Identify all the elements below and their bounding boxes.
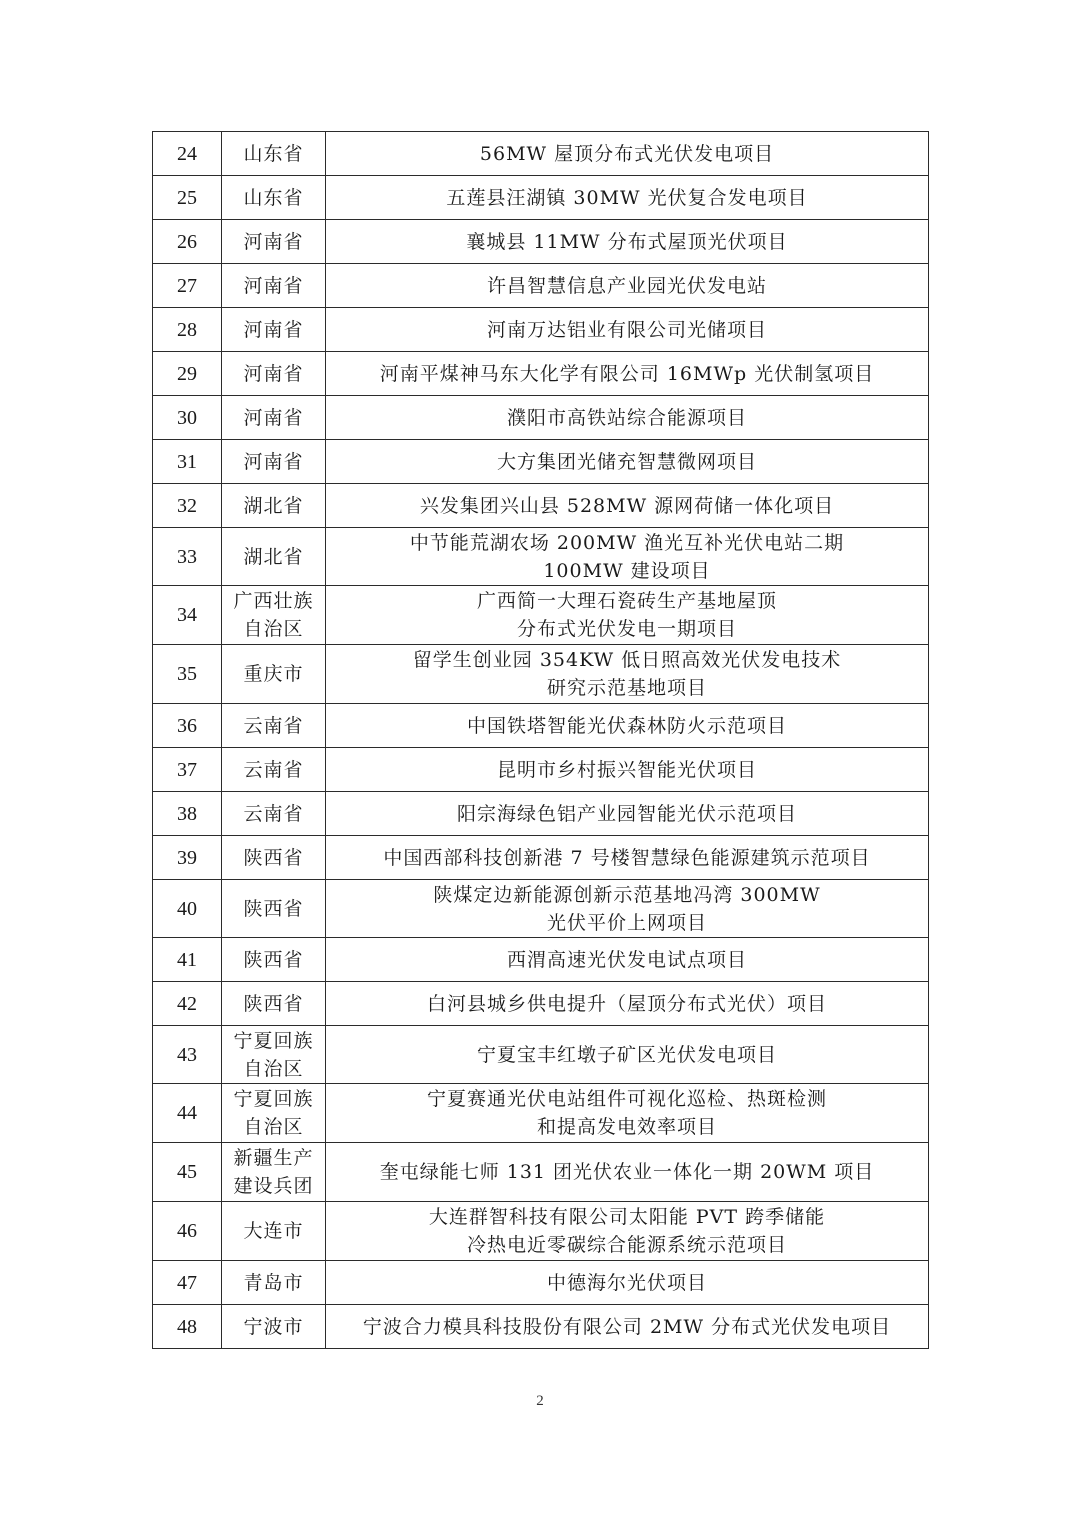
table-row <box>153 396 929 440</box>
province-cell <box>222 645 326 704</box>
row-number-cell: 42 <box>153 982 222 1026</box>
province-cell <box>222 1084 326 1143</box>
province-text: 新疆生产 <box>233 1147 314 1169</box>
province-text: 建设兵团 <box>233 1175 314 1197</box>
project-name-cell <box>326 1143 929 1202</box>
project-name-text: 襄城县 11MW 分布式屋顶光伏项目 <box>466 230 788 253</box>
project-name-text: 宁夏赛通光伏电站组件可视化巡检、热斑检测 <box>426 1088 827 1110</box>
row-number-cell: 27 <box>153 264 222 308</box>
project-name-text: 100MW 建设项目 <box>543 559 711 582</box>
page-number: 2 <box>536 1393 544 1409</box>
table-row <box>153 1305 929 1349</box>
project-name-cell <box>326 645 929 704</box>
table-row <box>153 352 929 396</box>
table-row <box>153 1084 929 1143</box>
project-name-text: 中节能荒湖农场 200MW 渔光互补光伏电站二期 <box>409 531 845 554</box>
province-cell <box>222 528 326 586</box>
province-text: 陕西省 <box>243 948 304 971</box>
project-name-text: 中国西部科技创新港 7 号楼智慧绿色能源建筑示范项目 <box>383 846 871 869</box>
project-name-cell <box>326 308 929 352</box>
row-number-cell: 35 <box>153 645 222 704</box>
project-name-cell <box>326 440 929 484</box>
province-text: 河南省 <box>243 230 304 253</box>
project-name-text: 中国铁塔智能光伏森林防火示范项目 <box>466 714 787 737</box>
project-name-cell <box>326 1026 929 1084</box>
table-row <box>153 1261 929 1305</box>
row-number-cell: 44 <box>153 1084 222 1143</box>
table-row <box>153 176 929 220</box>
table-row <box>153 645 929 704</box>
province-text: 陕西省 <box>243 897 304 920</box>
province-text: 广西壮族 <box>233 590 314 612</box>
province-cell <box>222 938 326 982</box>
row-number-cell: 26 <box>153 220 222 264</box>
province-cell <box>222 264 326 308</box>
project-name-text: 昆明市乡村振兴智能光伏项目 <box>496 758 757 781</box>
table-row <box>153 1202 929 1261</box>
project-name-text: 大连群智科技有限公司太阳能 PVT 跨季储能 <box>428 1206 826 1228</box>
project-name-cell <box>326 396 929 440</box>
project-name-text: 许昌智慧信息产业园光伏发电站 <box>486 274 767 297</box>
table-row <box>153 528 929 586</box>
province-text: 云南省 <box>243 758 304 781</box>
project-name-cell <box>326 352 929 396</box>
province-text: 大连市 <box>243 1220 304 1242</box>
project-name-text: 留学生创业园 354KW 低日照高效光伏发电技术 <box>412 649 842 671</box>
project-name-cell <box>326 1084 929 1143</box>
table-row <box>153 982 929 1026</box>
row-number-cell: 39 <box>153 836 222 880</box>
table-row <box>153 704 929 748</box>
province-cell <box>222 982 326 1026</box>
project-name-cell <box>326 748 929 792</box>
province-text: 湖北省 <box>243 545 304 568</box>
table-row <box>153 308 929 352</box>
province-text: 重庆市 <box>243 663 304 685</box>
project-table <box>152 131 929 1349</box>
province-cell <box>222 836 326 880</box>
province-cell <box>222 1261 326 1305</box>
table-row <box>153 880 929 938</box>
project-name-cell <box>326 1261 929 1305</box>
province-text: 山东省 <box>243 186 304 209</box>
province-text: 云南省 <box>243 802 304 825</box>
row-number-cell: 47 <box>153 1261 222 1305</box>
table-row <box>153 440 929 484</box>
row-number-cell: 36 <box>153 704 222 748</box>
province-cell <box>222 586 326 645</box>
province-cell <box>222 220 326 264</box>
project-name-text: 宁波合力模具科技股份有限公司 2MW 分布式光伏发电项目 <box>362 1315 892 1338</box>
project-name-cell <box>326 484 929 528</box>
table-row <box>153 1143 929 1202</box>
project-name-cell <box>326 880 929 938</box>
project-name-text: 濮阳市高铁站综合能源项目 <box>506 406 747 429</box>
project-name-cell <box>326 1305 929 1349</box>
project-name-cell <box>326 982 929 1026</box>
project-name-text: 奎屯绿能七师 131 团光伏农业一体化一期 20WM 项目 <box>379 1161 875 1183</box>
province-cell <box>222 880 326 938</box>
project-name-cell <box>326 938 929 982</box>
province-cell <box>222 792 326 836</box>
province-text: 山东省 <box>243 142 304 165</box>
row-number-cell: 37 <box>153 748 222 792</box>
row-number-cell: 25 <box>153 176 222 220</box>
project-name-cell <box>326 220 929 264</box>
project-name-text: 和提高发电效率项目 <box>536 1116 717 1138</box>
project-name-text: 大方集团光储充智慧微网项目 <box>496 450 757 473</box>
project-name-text: 56MW 屋顶分布式光伏发电项目 <box>479 142 775 165</box>
project-name-text: 五莲县汪湖镇 30MW 光伏复合发电项目 <box>446 186 808 209</box>
province-text: 自治区 <box>243 618 304 640</box>
province-text: 河南省 <box>243 318 304 341</box>
province-text: 湖北省 <box>243 494 304 517</box>
project-name-text: 河南万达铝业有限公司光储项目 <box>486 318 767 341</box>
province-text: 云南省 <box>243 714 304 737</box>
table-row <box>153 748 929 792</box>
project-name-text: 白河县城乡供电提升（屋顶分布式光伏）项目 <box>426 992 827 1015</box>
province-text: 宁夏回族 <box>233 1088 314 1110</box>
row-number-cell: 24 <box>153 132 222 176</box>
project-name-cell <box>326 704 929 748</box>
project-name-text: 兴发集团兴山县 528MW 源网荷储一体化项目 <box>419 494 835 517</box>
province-cell <box>222 748 326 792</box>
project-name-cell <box>326 528 929 586</box>
province-cell <box>222 484 326 528</box>
province-cell <box>222 308 326 352</box>
province-text: 河南省 <box>243 406 304 429</box>
row-number-cell: 28 <box>153 308 222 352</box>
project-name-text: 陕煤定边新能源创新示范基地冯湾 300MW <box>433 883 821 906</box>
province-cell <box>222 176 326 220</box>
table-row <box>153 220 929 264</box>
project-name-text: 分布式光伏发电一期项目 <box>516 618 737 640</box>
province-text: 青岛市 <box>243 1271 304 1294</box>
table-row <box>153 792 929 836</box>
table-row <box>153 132 929 176</box>
province-cell <box>222 132 326 176</box>
province-cell <box>222 1143 326 1202</box>
province-cell <box>222 440 326 484</box>
project-name-text: 中德海尔光伏项目 <box>546 1271 707 1294</box>
project-name-cell <box>326 836 929 880</box>
row-number-cell: 33 <box>153 528 222 586</box>
project-name-text: 广西简一大理石瓷砖生产基地屋顶 <box>476 590 777 612</box>
project-name-text: 河南平煤神马东大化学有限公司 16MWp 光伏制氢项目 <box>379 362 875 385</box>
table-row <box>153 938 929 982</box>
table-row <box>153 264 929 308</box>
table-row <box>153 836 929 880</box>
project-name-cell <box>326 132 929 176</box>
row-number-cell: 31 <box>153 440 222 484</box>
project-name-text: 阳宗海绿色铝产业园智能光伏示范项目 <box>456 802 797 825</box>
project-table-body <box>153 132 929 1349</box>
project-name-cell <box>326 1202 929 1261</box>
province-text: 自治区 <box>243 1116 304 1138</box>
province-text: 河南省 <box>243 450 304 473</box>
province-cell <box>222 352 326 396</box>
province-cell <box>222 704 326 748</box>
row-number-cell: 38 <box>153 792 222 836</box>
row-number-cell: 46 <box>153 1202 222 1261</box>
project-name-text: 宁夏宝丰红墩子矿区光伏发电项目 <box>476 1043 777 1066</box>
row-number-cell: 48 <box>153 1305 222 1349</box>
row-number-cell: 30 <box>153 396 222 440</box>
province-text: 宁波市 <box>243 1315 304 1338</box>
province-text: 宁夏回族 <box>233 1029 314 1052</box>
row-number-cell: 40 <box>153 880 222 938</box>
project-name-text: 西渭高速光伏发电试点项目 <box>506 948 747 971</box>
project-name-cell <box>326 792 929 836</box>
province-text: 河南省 <box>243 274 304 297</box>
row-number-cell: 32 <box>153 484 222 528</box>
province-text: 陕西省 <box>243 992 304 1015</box>
province-cell <box>222 1202 326 1261</box>
table-row <box>153 484 929 528</box>
row-number-cell: 45 <box>153 1143 222 1202</box>
row-number-cell: 29 <box>153 352 222 396</box>
project-name-text: 冷热电近零碳综合能源系统示范项目 <box>466 1234 787 1256</box>
project-name-cell <box>326 586 929 645</box>
province-text: 自治区 <box>243 1057 304 1080</box>
project-name-cell <box>326 264 929 308</box>
province-cell <box>222 396 326 440</box>
row-number-cell: 34 <box>153 586 222 645</box>
project-name-text: 研究示范基地项目 <box>546 677 707 699</box>
project-name-cell <box>326 176 929 220</box>
project-name-text: 光伏平价上网项目 <box>546 911 707 934</box>
province-text: 河南省 <box>243 362 304 385</box>
province-cell <box>222 1026 326 1084</box>
province-cell <box>222 1305 326 1349</box>
row-number-cell: 43 <box>153 1026 222 1084</box>
row-number-cell: 41 <box>153 938 222 982</box>
table-row <box>153 586 929 645</box>
province-text: 陕西省 <box>243 846 304 869</box>
table-row <box>153 1026 929 1084</box>
